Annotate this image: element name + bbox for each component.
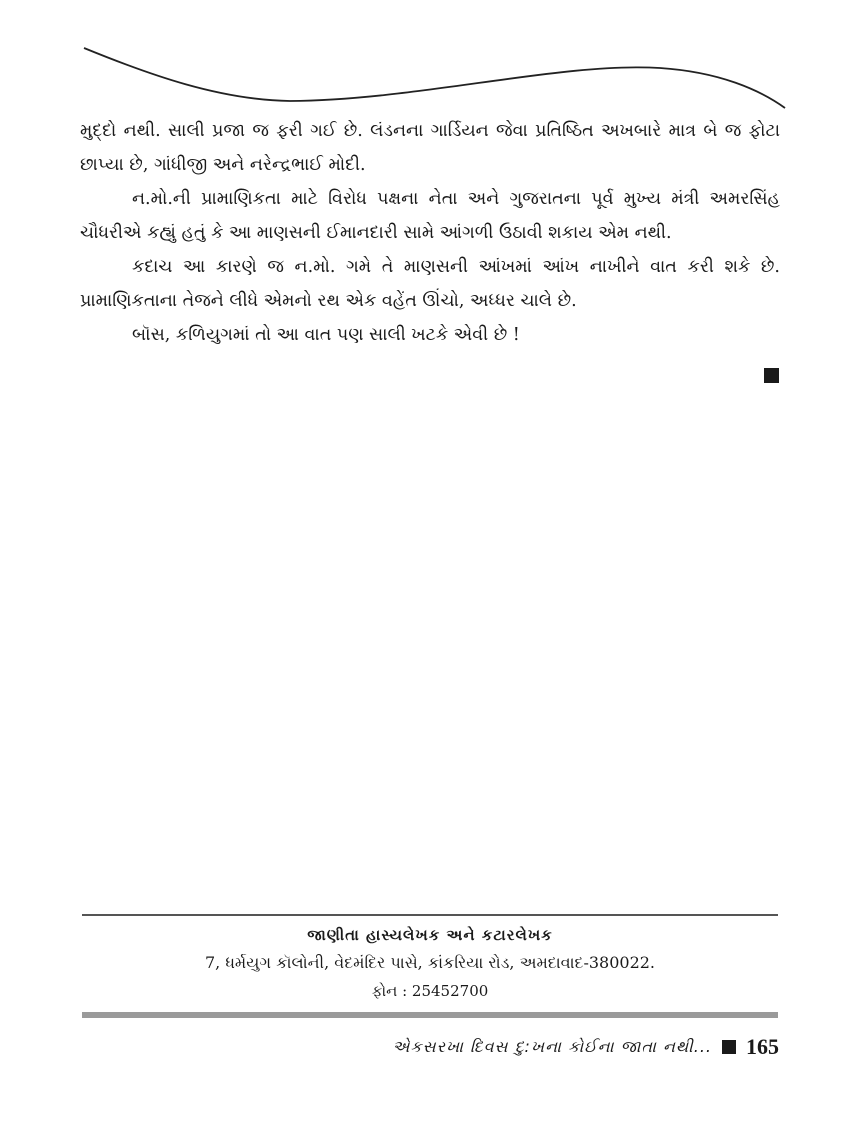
divider-bottom [82,1012,778,1018]
author-address: 7, ધર્મયુગ કૉલોની, વેદમંદિર પાસે, કાંકરિયા રોડ, અમદાવાદ-380022. [204,953,656,972]
paragraph: ન.મો.ની પ્રામાણિકતા માટે વિરોધ પક્ષના નેતા અને ગુજરાતના પૂર્વ મુખ્ય મંત્રી અમરસિંહ ચૌધરીએ કહ્યું હતું કે આ માણસની ઈમાનદારી સામે આંગળી ઉઠાવી શકાય એમ નથી. [80,189,780,243]
author-phone: ફોન : 25452700 [371,982,489,1000]
page-number: 165 [746,1034,779,1059]
divider-top [82,914,778,916]
book-title: એકસરખા દિવસ દુ:ખના કોઈના જાતા નથી... [392,1037,712,1056]
author-title: જાણીતા હાસ્યલેખક અને કટારલેખક [307,926,553,944]
author-info-box [82,918,778,1004]
paragraph-continued: મુદ્દો નથી. સાલી પ્રજા જ ફરી ગઈ છે. લંડનના ગાર્ડિયન જેવા પ્રતિષ્ઠિત અખબારે માત્ર બે જ ફોટા છાપ્યા છે, ગાંધીજી અને નરેન્દ્રભાઈ મોદી. [80,121,780,175]
paragraph: કદાચ આ કારણે જ ન.મો. ગમે તે માણસની આંખમાં આંખ નાખીને વાત કરી શકે છે. પ્રામાણિકતાના તેજને લીધે એમનો રથ એક વહેંત ઊંચો, અધ્ધર ચાલે છે. [80,257,780,311]
header-curve-decoration [0,0,855,120]
page-footer [392,1034,779,1060]
body-text [80,114,780,352]
article-end-mark [764,368,779,383]
paragraph: બૉસ, કળિયુગમાં તો આ વાત પણ સાલી ખટકે એવી છે ! [132,325,520,345]
footer-square-icon [722,1040,736,1054]
